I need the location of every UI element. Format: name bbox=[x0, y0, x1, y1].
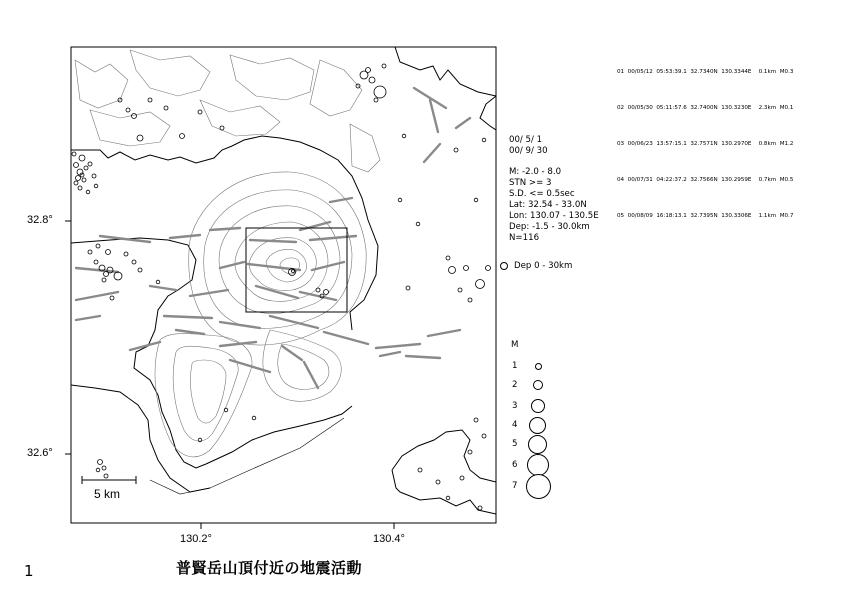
event-count: N=116 bbox=[509, 233, 540, 243]
page-number: 1 bbox=[24, 562, 34, 580]
latitude-range: Lat: 32.54 - 33.0N bbox=[509, 200, 587, 210]
axis-ticks bbox=[65, 221, 394, 529]
lat-tick-label: 32.6° bbox=[27, 447, 53, 459]
figure-caption: 普賢岳山頂付近の地震活動 bbox=[176, 559, 363, 577]
epicenters bbox=[72, 64, 491, 510]
event-table bbox=[617, 42, 793, 234]
magnitude-legend-label: 7 bbox=[512, 481, 518, 491]
coastline-southeast bbox=[206, 406, 352, 464]
event-row: 01 00/05/12 05:53:39.1 32.7340N 130.3344E 0.1km M0.3 bbox=[617, 69, 794, 75]
magnitude-legend-title: M bbox=[511, 340, 519, 350]
magnitude-circle-icon bbox=[535, 363, 542, 370]
date-end: 00/ 9/ 30 bbox=[509, 146, 548, 156]
depth-legend-label: Dep 0 - 30km bbox=[514, 261, 573, 271]
coastline-amakusa bbox=[392, 430, 496, 514]
magnitude-circle-icon bbox=[531, 399, 545, 413]
station-count: STN >= 3 bbox=[509, 178, 552, 188]
date-start: 00/ 5/ 1 bbox=[509, 135, 543, 145]
magnitude-legend-label: 2 bbox=[512, 380, 518, 390]
magnitude-legend-label: 6 bbox=[512, 460, 518, 470]
magnitude-circle-icon bbox=[528, 435, 547, 454]
event-row: 02 00/05/30 05:11:57.6 32.7400N 130.3230E 2.3km M0.1 bbox=[617, 105, 794, 111]
standard-deviation: S.D. <= 0.5sec bbox=[509, 189, 575, 199]
magnitude-circle-icon bbox=[526, 474, 551, 499]
scale-bar-label: 5 km bbox=[94, 487, 121, 501]
magnitude-circle-icon bbox=[529, 417, 546, 434]
magnitude-range: M: -2.0 - 8.0 bbox=[509, 167, 562, 177]
event-row: 04 00/07/31 04:22:37.2 32.7566N 130.2959E 0.7km M0.5 bbox=[617, 177, 794, 183]
scale-bar bbox=[82, 476, 136, 484]
coastline-west bbox=[71, 238, 206, 468]
coastline-east-shore bbox=[480, 96, 496, 130]
depth-marker-icon bbox=[500, 262, 508, 270]
coastline-northeast bbox=[395, 47, 496, 96]
magnitude-legend-label: 4 bbox=[512, 420, 518, 430]
coastline-north bbox=[71, 136, 378, 330]
lat-tick-label: 32.8° bbox=[27, 214, 53, 226]
magnitude-circle-icon bbox=[533, 380, 543, 390]
coastline-west-lower bbox=[71, 385, 210, 492]
query-parameters bbox=[509, 135, 599, 244]
magnitude-circle-icon bbox=[527, 454, 549, 476]
topographic-contours bbox=[75, 50, 380, 457]
lon-tick-label: 130.2° bbox=[180, 533, 212, 545]
event-row: 03 00/06/23 13:57:15.1 32.7571N 130.2970E 0.8km M1.2 bbox=[617, 141, 794, 147]
magnitude-legend-label: 3 bbox=[512, 401, 518, 411]
magnitude-legend-label: 1 bbox=[512, 361, 518, 371]
southern-boundary bbox=[150, 418, 344, 494]
magnitude-legend-label: 5 bbox=[512, 439, 518, 449]
lon-tick-label: 130.4° bbox=[373, 533, 405, 545]
longitude-range: Lon: 130.07 - 130.5E bbox=[509, 211, 599, 221]
depth-range: Dep: -1.5 - 30.0km bbox=[509, 222, 590, 232]
depth-legend bbox=[500, 261, 572, 271]
event-row: 05 00/08/09 16:18:13.1 32.7395N 130.3306E 1.1km M0.7 bbox=[617, 213, 794, 219]
